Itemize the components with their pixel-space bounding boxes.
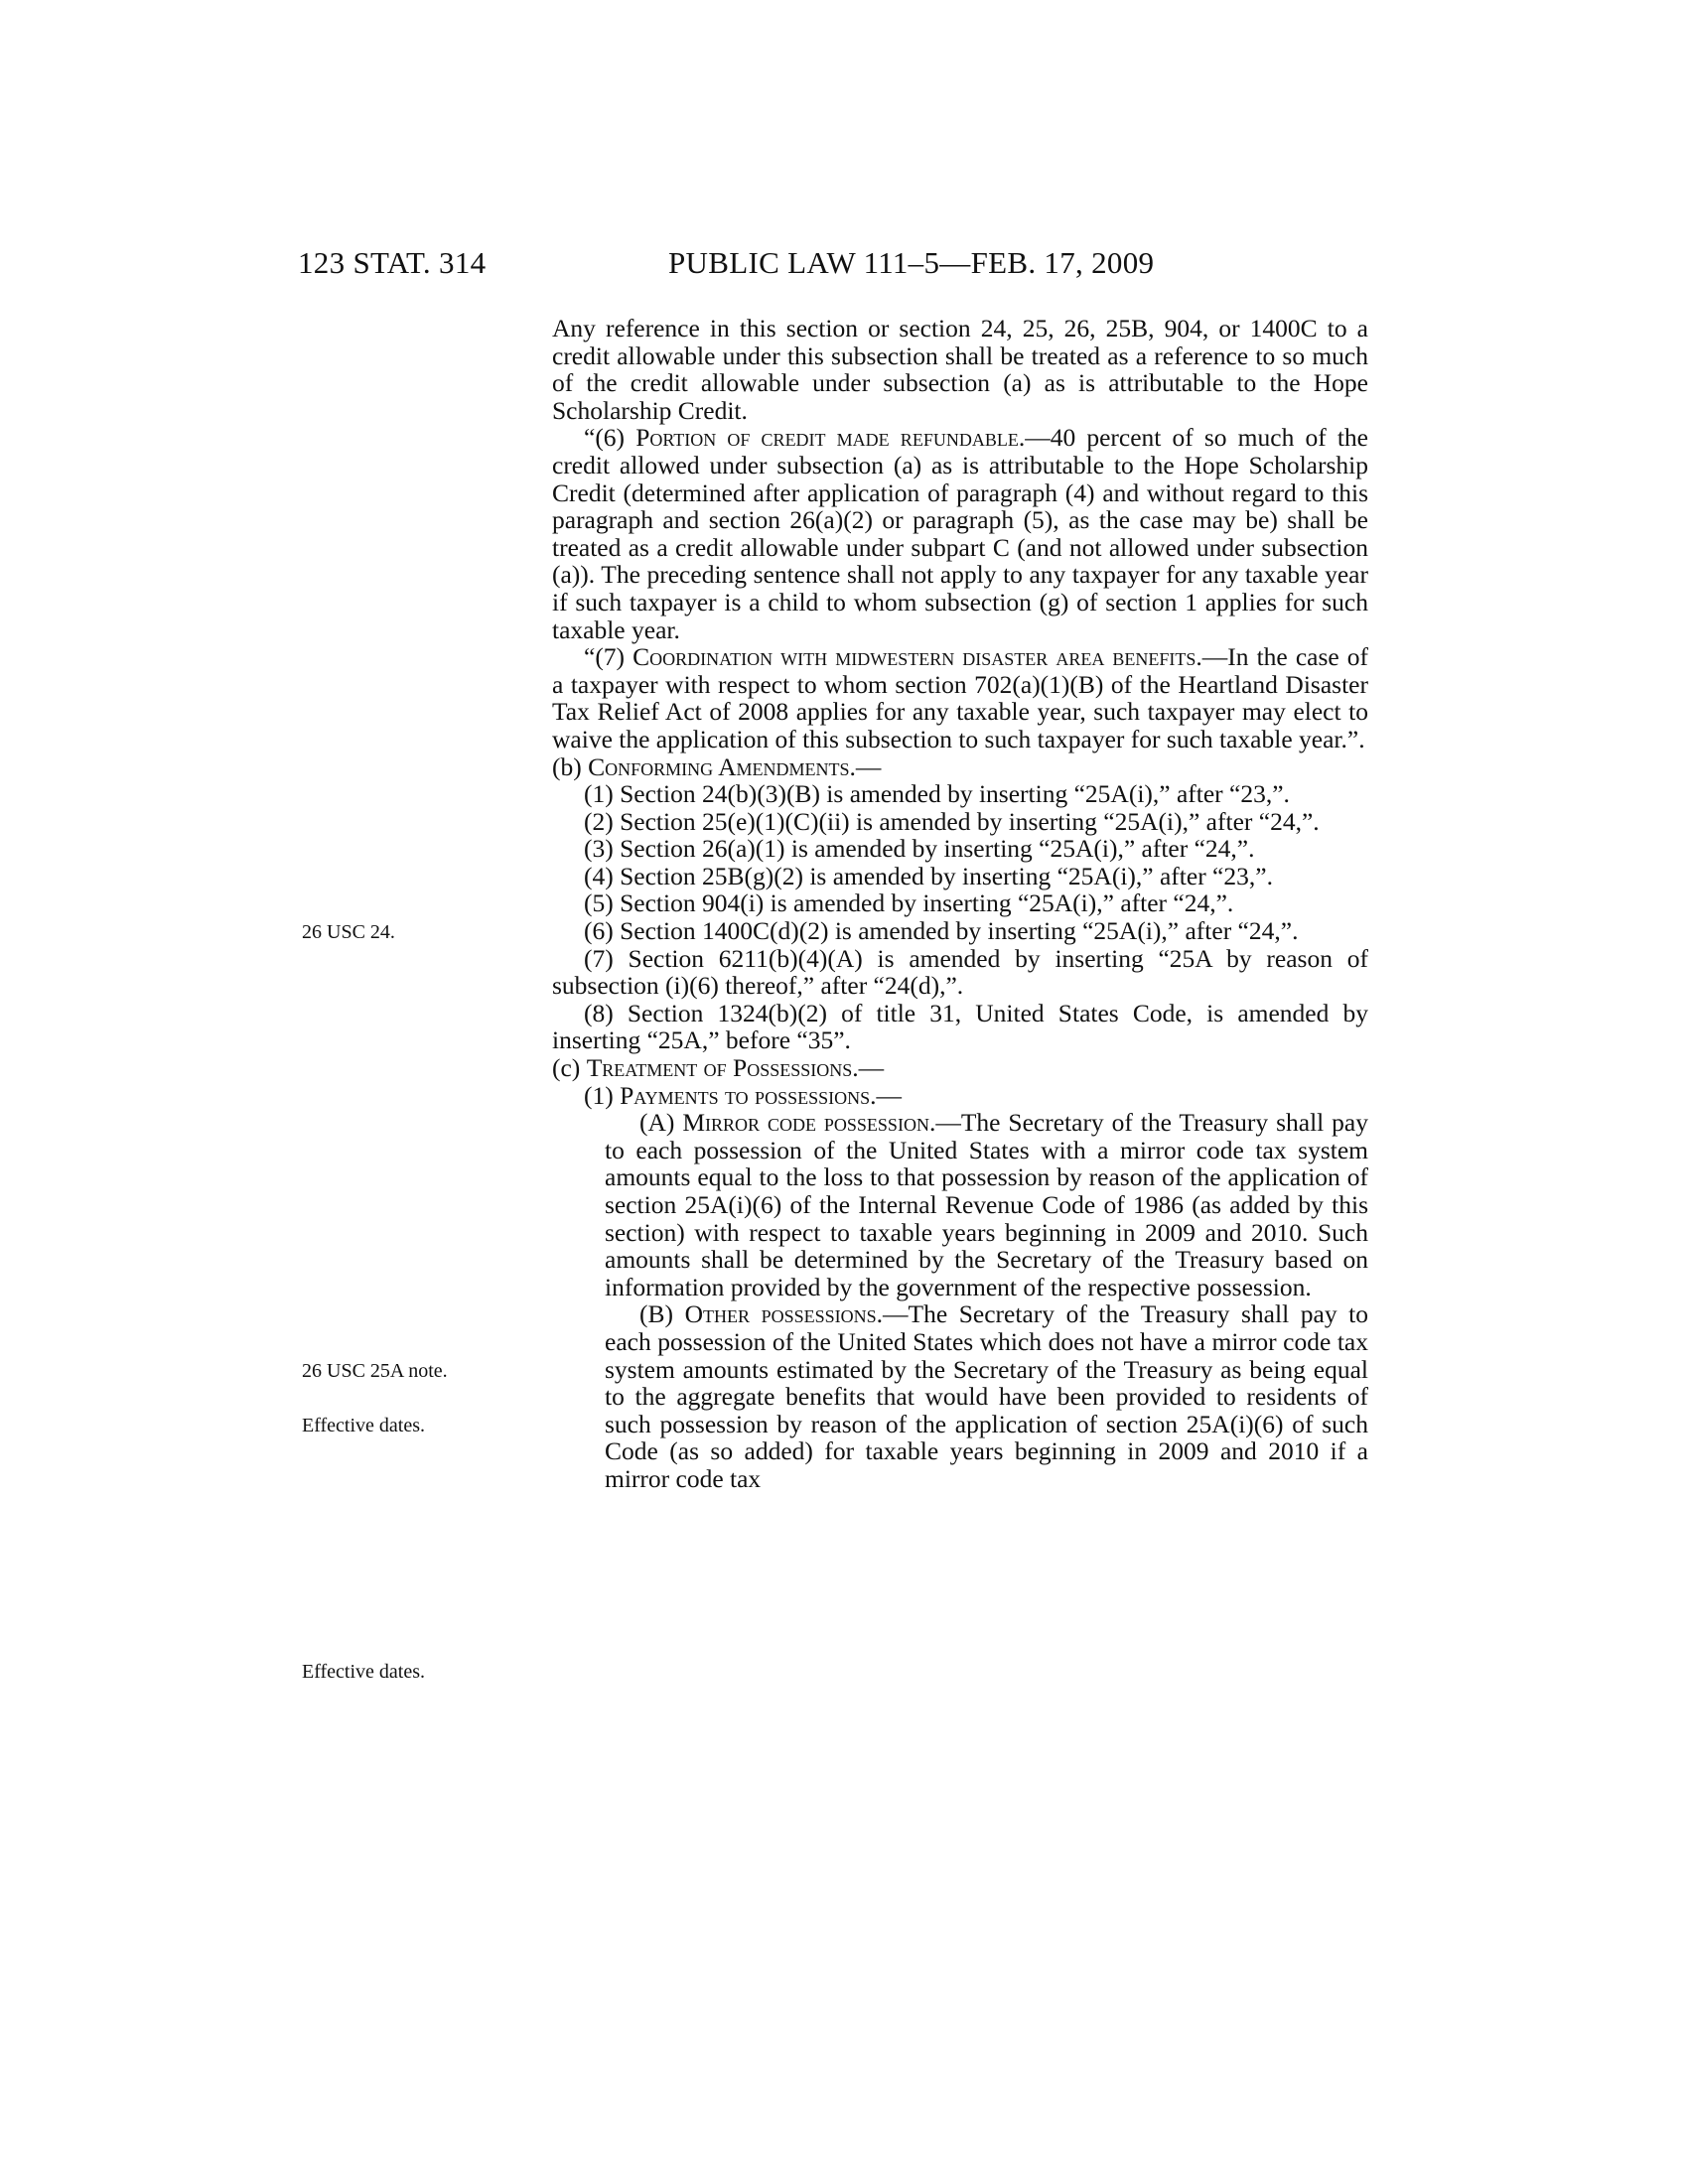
- amendment-3: (3) Section 26(a)(1) is amended by inserting “25A(i),” after “24,”.: [584, 834, 1255, 864]
- subsection-c-title: Treatment of Possessions: [586, 1053, 853, 1083]
- margin-note-26-usc-25a: 26 USC 25A note.: [302, 1360, 448, 1382]
- subparagraph-a: [552, 1109, 1368, 1300]
- running-header-title: PUBLIC LAW 111–5—FEB. 17, 2009: [668, 245, 1155, 280]
- paragraph-6-number: “(6): [584, 423, 636, 453]
- statute-page-number: 123 STAT. 314: [298, 245, 487, 280]
- subsection-b-title: Conforming Amendments: [588, 751, 850, 781]
- paragraph-7-number: “(7): [584, 642, 633, 672]
- amendment-7: (7) Section 6211(b)(4)(A) is amended by inserting “25A by reason of subsection (i)(6) thereof,” after “24(d),”.: [552, 943, 1368, 1001]
- intro-paragraph: Any reference in this section or section 24, 25, 26, 25B, 904, or 1400C to a credit allowable under this subsection shall be treated as a reference to so much of the credit allowable under subsection (a) as is attributable to the Hope Scholarship Credit.: [552, 314, 1368, 425]
- amendment-2: (2) Section 25(e)(1)(C)(ii) is amended by inserting “25A(i),” after “24,”.: [584, 806, 1320, 836]
- margin-note-effective-dates-a: Effective dates.: [302, 1415, 426, 1436]
- subparagraph-b-heading: Other possessions: [684, 1299, 877, 1329]
- subparagraph-a-text: .—The Secretary of the Treasury shall pay to each possession of the United States with a mirror code tax system amounts equal to the loss to that possession by reason of the application of section 25A(i)(6) of the Internal Revenue Code of 1986 (as added by this section) with respect to taxable years beginning in 2009 and 2010. Such amounts shall be determined by the Secretary of the Treasury based on information provided by the government of the respective possession.: [605, 1108, 1368, 1301]
- margin-note-effective-dates-b: Effective dates.: [302, 1661, 426, 1683]
- subsection-b-dash: .—: [849, 751, 882, 781]
- subparagraph-a-heading: Mirror code possession: [682, 1108, 929, 1138]
- paragraph-6: [552, 424, 1368, 643]
- paragraph-c1-title: Payments to possessions: [620, 1080, 871, 1110]
- paragraph-6-text: .—40 percent of so much of the credit allowed under subsection (a) as is attributable to the Hope Scholarship Credit (determined after application of paragraph (4) and without regard to this paragraph and section 26(a)(2) or paragraph (5), as the case may be) shall be treated as a credit allowable under subpart C (and not allowed under subsection (a)). The preceding sentence shall not apply to any taxpayer for any taxable year if such taxpayer is a child to whom subsection (g) of section 1 applies for such taxable year.: [552, 423, 1368, 644]
- subsection-b-heading: [552, 753, 1368, 781]
- amendment-1: (1) Section 24(b)(3)(B) is amended by inserting “25A(i),” after “23,”.: [584, 779, 1290, 809]
- subparagraph-b-text: .—The Secretary of the Treasury shall pay to each possession of the United States which does not have a mirror code tax system amounts estimated by the Secretary of the Treasury as being equal to the aggregate benefits that would have been provided to residents of such possession by reason of the application of section 25A(i)(6) of such Code (as so added) for taxable years beginning in 2009 and 2010 if a mirror code tax: [605, 1299, 1368, 1493]
- subsection-b-number: (b): [552, 751, 589, 781]
- subparagraph-a-number: (A): [639, 1108, 683, 1138]
- subsection-c-heading: [552, 1054, 1368, 1082]
- subsection-c-number: (c): [552, 1053, 587, 1083]
- amendment-6: (6) Section 1400C(d)(2) is amended by inserting “25A(i),” after “24,”.: [584, 916, 1299, 946]
- paragraph-c1-heading: [552, 1082, 1368, 1110]
- body-text: [552, 315, 1368, 1493]
- subparagraph-b: [552, 1300, 1368, 1492]
- subsection-c-dash: .—: [852, 1053, 885, 1083]
- amendment-4: (4) Section 25B(g)(2) is amended by inserting “25A(i),” after “23,”.: [584, 861, 1273, 890]
- paragraph-c1-number: (1): [584, 1080, 621, 1110]
- paragraph-7-text: .—In the case of a taxpayer with respect to whom section 702(a)(1)(B) of the Heartland Disaster Tax Relief Act of 2008 applies for any taxable year, such taxpayer may elect to waive the application of this subsection to such taxpayer for such taxable year.”.: [552, 642, 1368, 753]
- paragraph-7: [552, 643, 1368, 752]
- paragraph-6-heading: Portion of credit made refundable: [635, 423, 1019, 453]
- amendment-5: (5) Section 904(i) is amended by inserting “25A(i),” after “24,”.: [584, 888, 1234, 918]
- paragraph-7-heading: Coordination with midwestern disaster area benefits: [633, 642, 1196, 672]
- paragraph-c1-dash: .—: [870, 1080, 902, 1110]
- margin-note-26-usc-24: 26 USC 24.: [302, 921, 395, 943]
- amendment-8: (8) Section 1324(b)(2) of title 31, United States Code, is amended by inserting “25A,” before “35”.: [552, 998, 1368, 1055]
- subparagraph-b-number: (B): [639, 1299, 685, 1329]
